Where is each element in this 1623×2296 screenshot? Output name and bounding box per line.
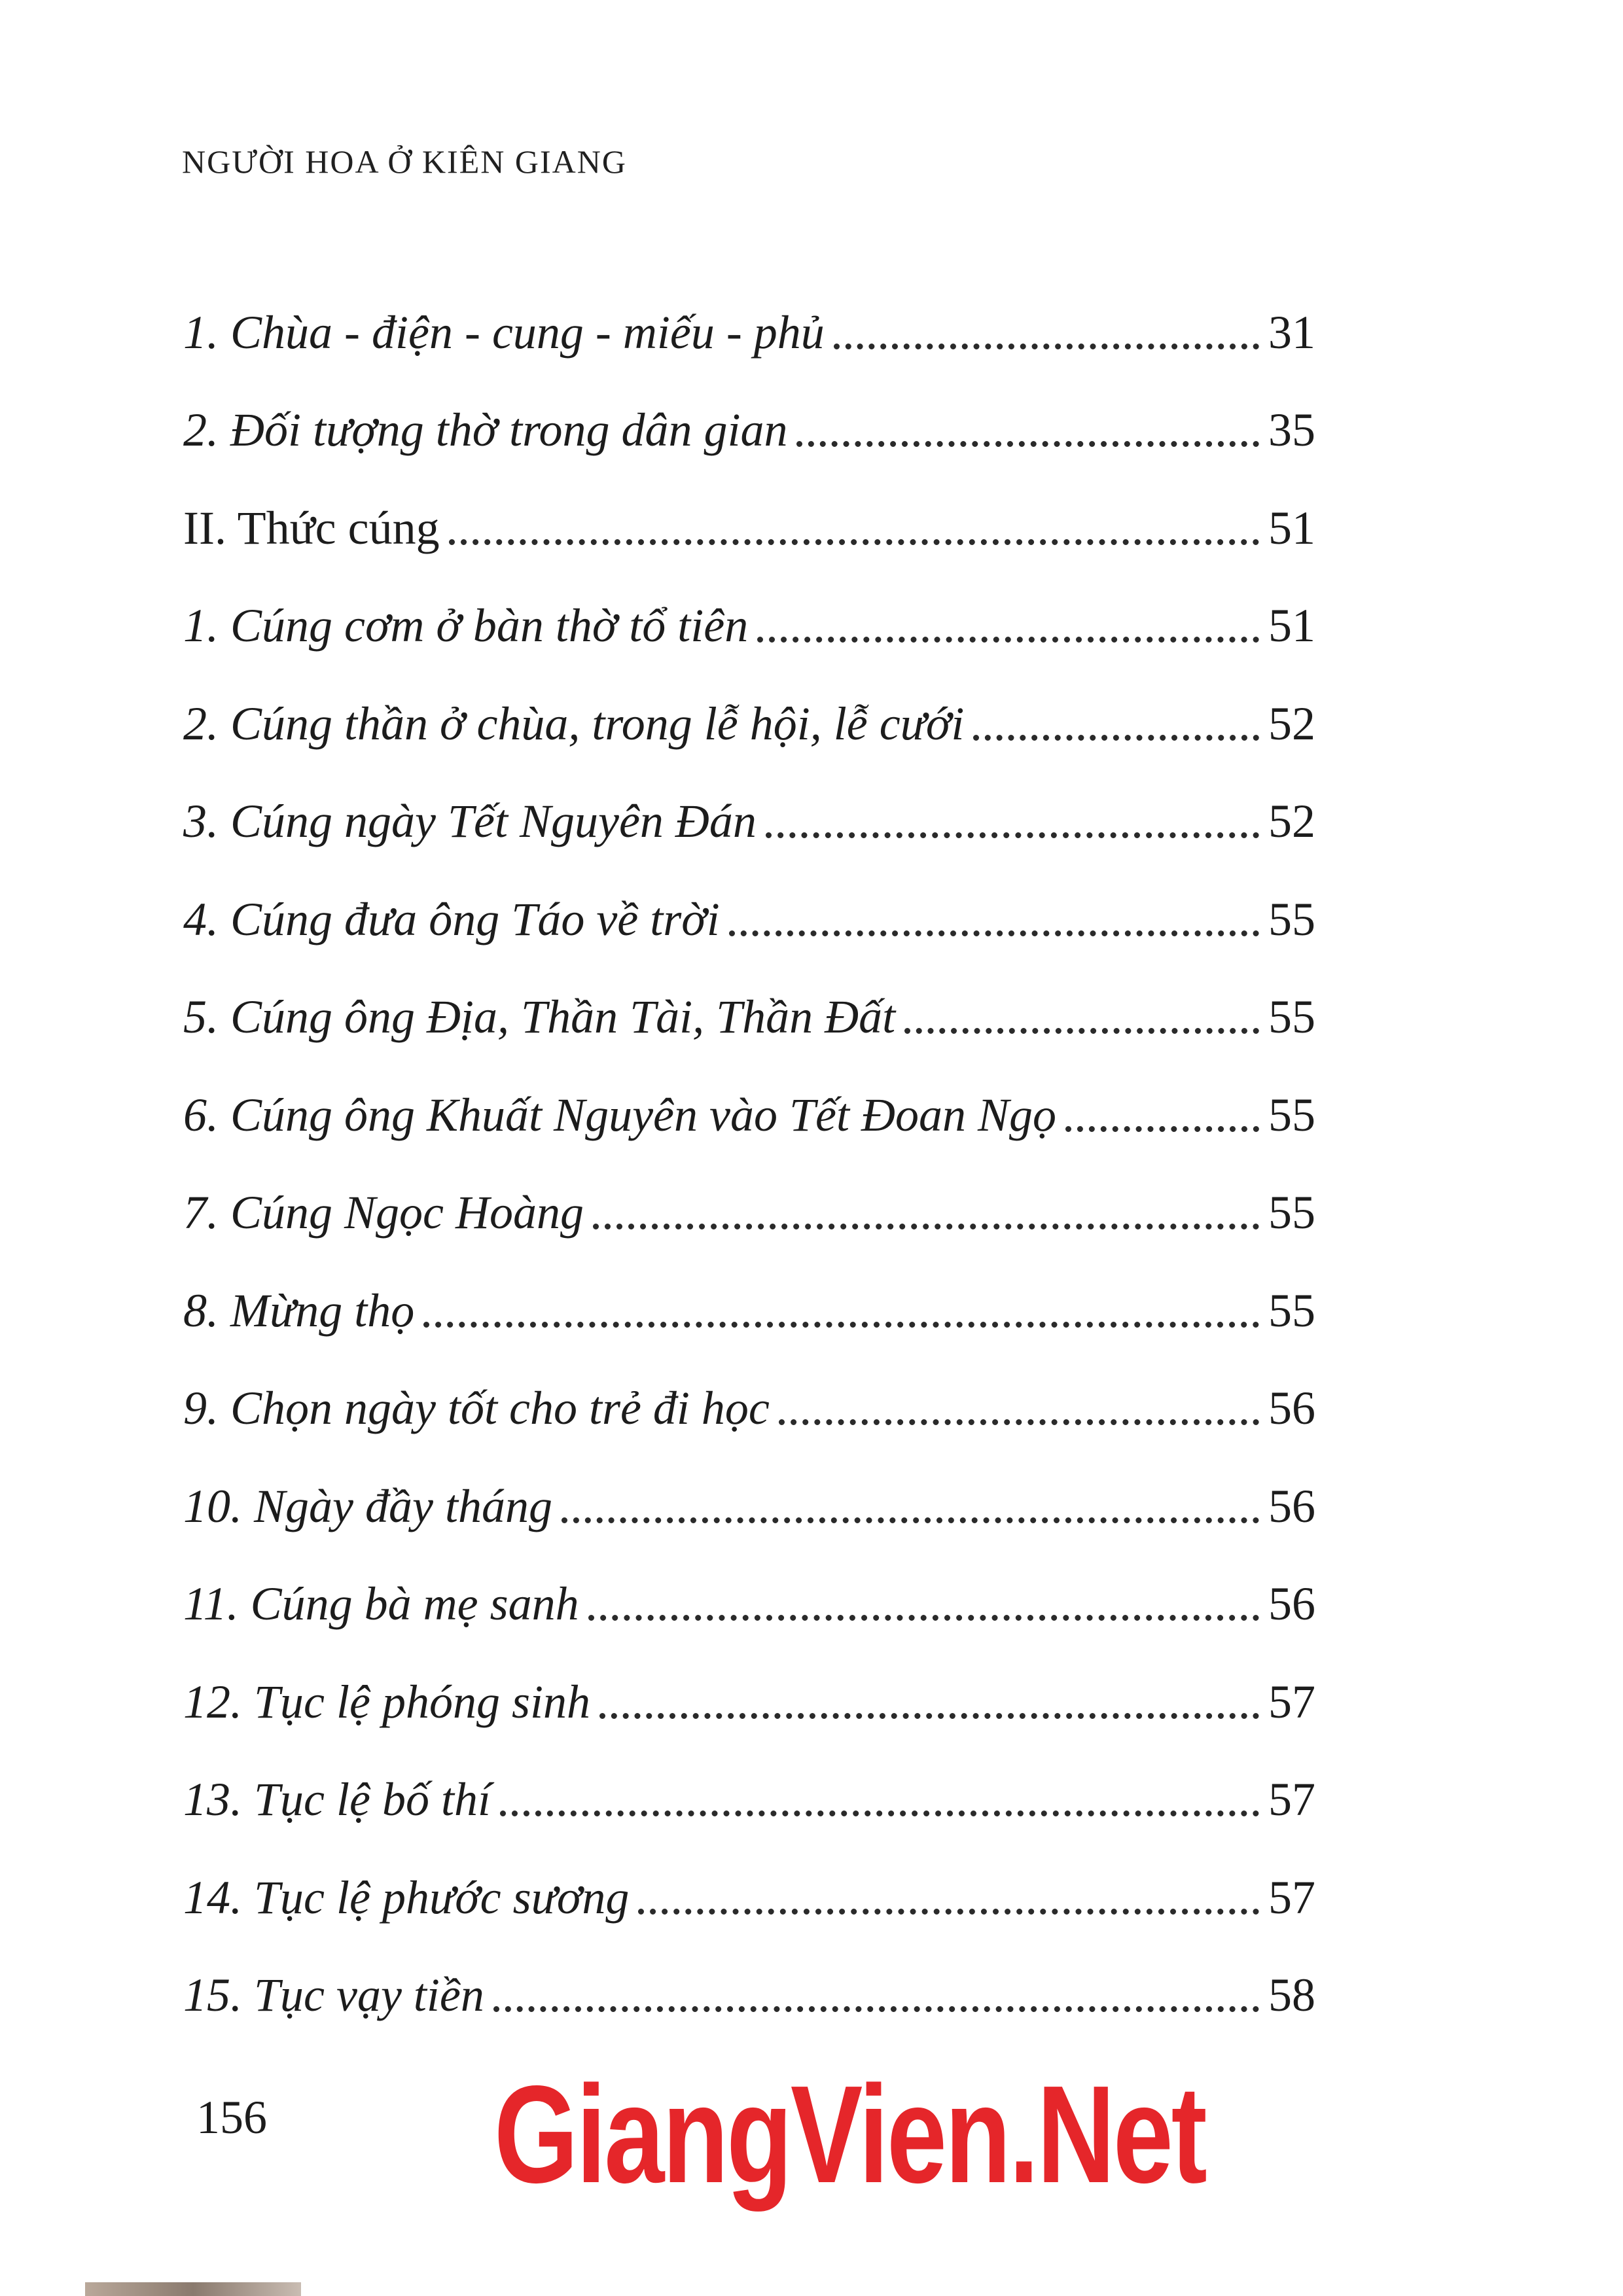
toc-entry-page: 52 (1268, 795, 1315, 847)
dot-leader (729, 930, 1259, 936)
toc-entry-page: 56 (1268, 1479, 1315, 1532)
toc-entry (183, 947, 1315, 1045)
toc-entry (183, 751, 1315, 849)
table-of-contents (183, 262, 1315, 2022)
toc-entry-page: 51 (1268, 501, 1315, 554)
dot-leader (500, 1810, 1259, 1816)
dot-leader (779, 1419, 1259, 1425)
toc-entry-page: 55 (1268, 991, 1315, 1043)
toc-entry-label: 11. Cúng bà mẹ sanh (183, 1578, 579, 1630)
dot-leader (449, 539, 1259, 545)
toc-entry-label: 6. Cúng ông Khuất Nguyên vào Tết Đoan Ngọ (183, 1088, 1056, 1141)
toc-entry-label: 15. Tục vạy tiền (183, 1969, 484, 2021)
toc-entry-label: 7. Cúng Ngọc Hoàng (183, 1186, 584, 1239)
toc-entry-label: II. Thức cúng (183, 501, 440, 554)
toc-entry-page: 55 (1268, 1186, 1315, 1239)
toc-entry-page: 35 (1268, 404, 1315, 456)
toc-entry-label: 14. Tục lệ phước sương (183, 1871, 630, 1924)
toc-entry (183, 1827, 1315, 1925)
toc-entry (183, 1142, 1315, 1241)
toc-entry (183, 1631, 1315, 1729)
toc-entry-page: 51 (1268, 599, 1315, 652)
toc-entry (183, 262, 1315, 360)
toc-entry-label: 9. Chọn ngày tốt cho trẻ đi học (183, 1382, 770, 1434)
toc-entry-page: 56 (1268, 1382, 1315, 1434)
toc-entry (183, 1338, 1315, 1436)
dot-leader (593, 1224, 1259, 1229)
toc-entry-page: 57 (1268, 1773, 1315, 1826)
toc-entry-label: 4. Cúng đưa ông Táo về trời (183, 892, 720, 945)
dot-leader (588, 1615, 1259, 1621)
toc-entry (183, 1044, 1315, 1142)
toc-entry-label: 10. Ngày đầy tháng (183, 1479, 552, 1532)
dot-leader (757, 637, 1259, 643)
toc-entry (183, 1534, 1315, 1632)
toc-entry-label: 1. Cúng cơm ở bàn thờ tổ tiên (183, 599, 749, 652)
dot-leader (834, 344, 1259, 349)
toc-entry (183, 360, 1315, 458)
dot-leader (973, 735, 1259, 741)
scan-edge-strip (85, 2282, 301, 2296)
toc-entry-label: 1. Chùa - điện - cung - miếu - phủ (183, 306, 825, 359)
dot-leader (1065, 1126, 1259, 1132)
page-number: 156 (196, 2091, 267, 2144)
watermark-logo: GiangVien.Net (494, 2057, 1205, 2212)
toc-entry-page: 31 (1268, 306, 1315, 359)
toc-entry-label: 13. Tục lệ bố thí (183, 1773, 491, 1826)
toc-entry-page: 55 (1268, 1088, 1315, 1141)
toc-entry-label: 2. Cúng thần ở chùa, trong lễ hội, lễ cưới (183, 697, 965, 750)
toc-entry-page: 55 (1268, 1284, 1315, 1337)
dot-leader (423, 1322, 1259, 1328)
toc-entry-label: 2. Đối tượng thờ trong dân gian (183, 404, 788, 456)
toc-entry-page: 58 (1268, 1969, 1315, 2021)
toc-entry-page: 57 (1268, 1871, 1315, 1924)
running-header: NGƯỜI HOA Ở KIÊN GIANG (182, 143, 627, 180)
dot-leader (599, 1713, 1259, 1719)
toc-entry-page: 52 (1268, 697, 1315, 750)
toc-entry (183, 457, 1315, 556)
dot-leader (493, 2006, 1259, 2012)
dot-leader (904, 1028, 1259, 1034)
dot-leader (638, 1909, 1259, 1915)
dot-leader (562, 1517, 1259, 1523)
toc-entry-label: 12. Tục lệ phóng sinh (183, 1675, 590, 1728)
toc-entry (183, 1436, 1315, 1534)
toc-entry (183, 653, 1315, 751)
toc-entry-page: 56 (1268, 1578, 1315, 1630)
toc-entry (183, 1729, 1315, 1828)
toc-entry (183, 1240, 1315, 1338)
toc-entry-page: 55 (1268, 892, 1315, 945)
toc-entry-label: 8. Mừng thọ (183, 1284, 415, 1337)
toc-entry (183, 849, 1315, 947)
toc-entry-page: 57 (1268, 1675, 1315, 1728)
toc-entry (183, 1925, 1315, 2023)
toc-entry-label: 5. Cúng ông Địa, Thần Tài, Thần Đất (183, 991, 896, 1043)
toc-entry-label: 3. Cúng ngày Tết Nguyên Đán (183, 795, 757, 847)
dot-leader (796, 441, 1259, 447)
toc-entry (183, 556, 1315, 654)
dot-leader (766, 832, 1259, 838)
